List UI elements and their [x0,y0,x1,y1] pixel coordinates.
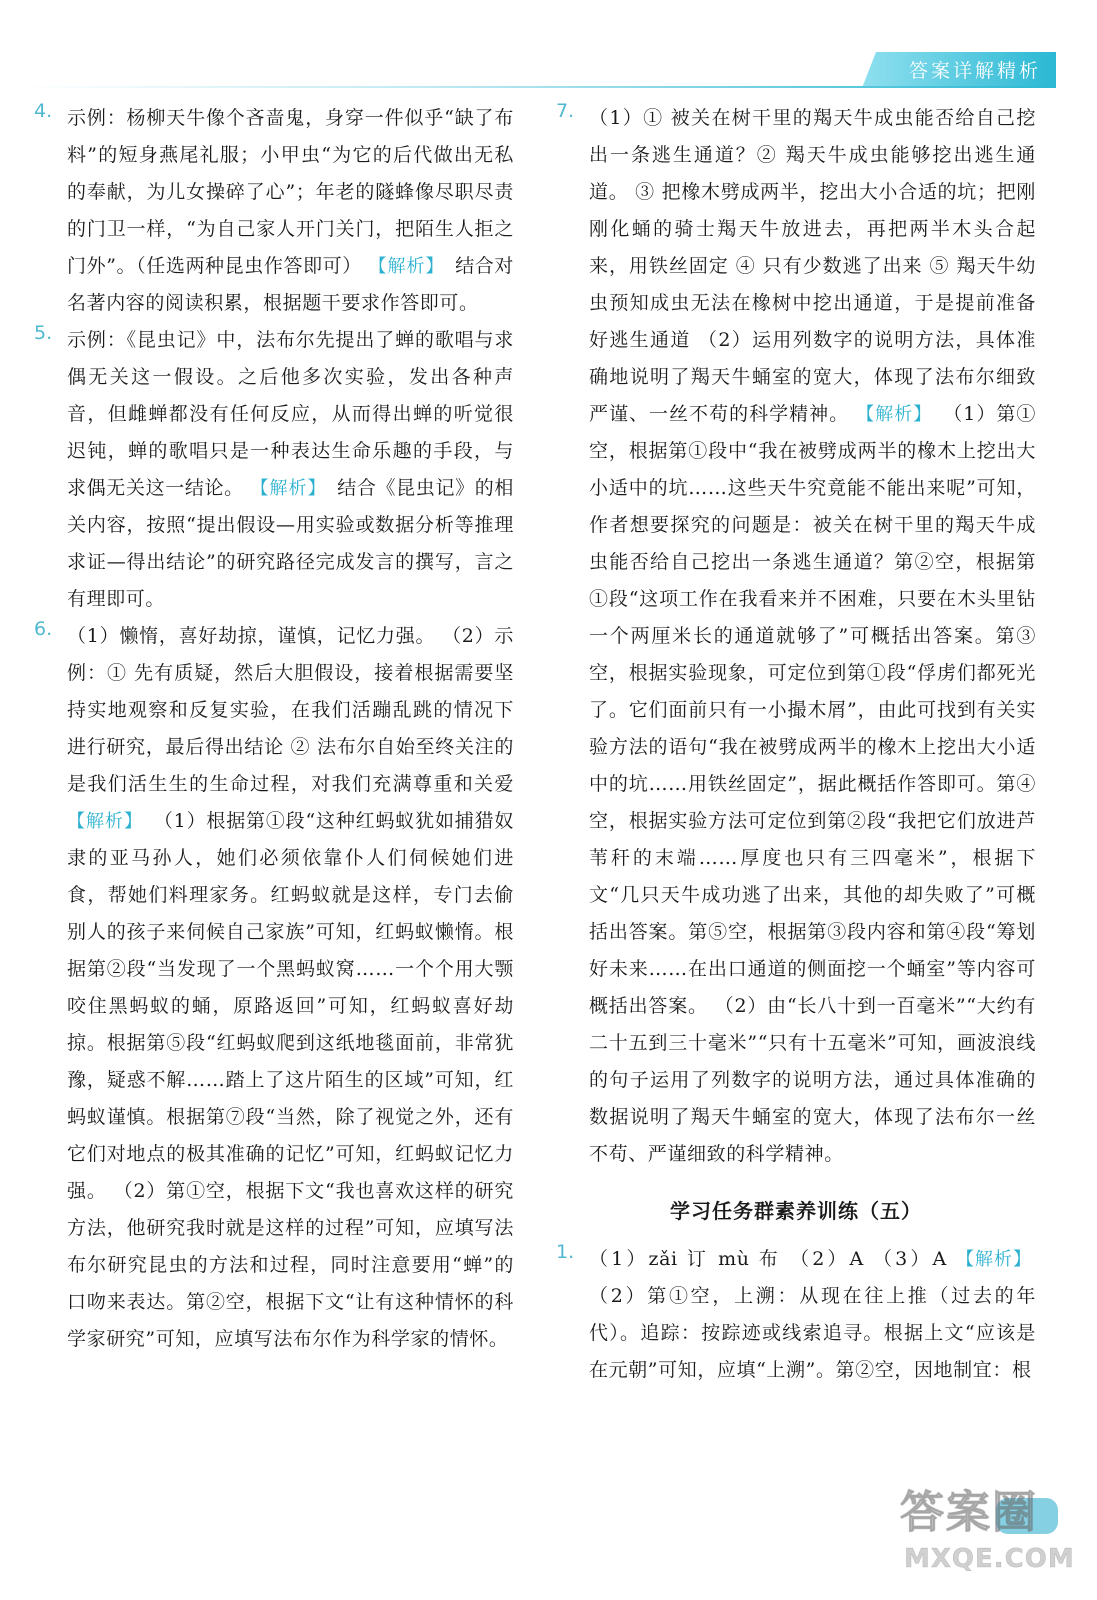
answer-body: （1）懒惰，喜好劫掠，谨慎，记忆力强。 （2）示例：① 先有质疑，然后大胆假设，接着根据需要坚持实地观察和反复实验，在我们活蹦乱跳的情况下进行研究，最后得出结论 ② 法布尔自始至终关注的是我们活生生的生命过程，对我们充满尊重和关爱 [67,625,514,795]
answer-text [67,100,514,322]
answer-text [589,1241,1036,1389]
answer-body: 示例：《昆虫记》中，法布尔先提出了蝉的歌唱与求偶无关这一假设。之后他多次实验，发出各种声音，但雌蝉都没有任何反应，从而得出蝉的听觉很迟钝，蝉的歌唱只是一种表达生命乐趣的手段，与求偶无关这一结论。 [67,329,514,499]
answer-body: 示例：杨柳天牛像个吝啬鬼，身穿一件似乎“缺了布料”的短身燕尾礼服；小甲虫“为它的后代做出无私的奉献，为儿女操碎了心”；年老的隧蜂像尽职尽责的门卫一样，“为自己家人开门关门，把陌生人拒之门外”。（任选两种昆虫作答即可） [67,107,514,277]
question-number: 1. [556,1241,575,1263]
answer-item-1 [556,1241,1036,1389]
right-column [556,100,1036,1389]
left-column [34,100,514,1358]
header-divider [20,86,1056,88]
analysis-label: 【解析】 [368,256,445,277]
watermark-logo-text: 答案圈 [900,1487,1038,1538]
header-title: 答案详解精析 [908,60,1041,82]
answer-text [67,322,514,618]
answer-item-4 [34,100,514,322]
analysis-text: （1）根据第①段“这种红蚂蚁犹如捕猎奴隶的亚马孙人，她们必须依靠仆人们伺候她们进食，帮她们料理家务。红蚂蚁就是这样，专门去偷别人的孩子来伺候自己家族”可知，红蚂蚁懒惰。根据第②段“当发现了一个黑蚂蚁窝……一个个用大颚咬住黑蚂蚁的蛹，原路返回”可知，红蚂蚁喜好劫掠。根据第⑤段“红蚂蚁爬到这纸地毯面前，非常犹豫，疑惑不解……踏上了这片陌生的区域”可知，红蚂蚁谨慎。根据第⑦段“当然，除了视觉之外，还有它们对地点的极其准确的记忆”可知，红蚂蚁记忆力强。 （2）第①空，根据下文“我也喜欢这样的研究方法，他研究我时就是这样的过程”可知，应填写法布尔研究昆虫的方法和过程，同时注意要用“蝉”的口吻来表达。第②空，根据下文“让有这种情怀的科学家研究”可知，应填写法布尔作为科学家的情怀。 [67,810,514,1350]
answer-body: （1）① 被关在树干里的羯天牛成虫能否给自己挖出一条逃生通道？② 羯天牛成虫能够挖出逃生通道。 ③ 把橡木劈成两半，挖出大小合适的坑；把刚刚化蛹的骑士羯天牛放进去，再把两半木头合起来，用铁丝固定 ④ 只有少数逃了出来 ⑤ 羯天牛幼虫预知成虫无法在橡树中挖出通道，于是提前准备好逃生通道 （2）运用列数字的说明方法，具体准确地说明了羯天牛蛹室的宽大，体现了法布尔细致严谨、一丝不苟的科学精神。 [589,107,1036,425]
answer-body: （1）zǎi 订 mù 布 （2）A （3）A [589,1248,947,1270]
analysis-text: 结合《昆虫记》的相关内容，按照“提出假设—用实验或数据分析等推理求证—得出结论”的研究路径完成发言的撰写，言之有理即可。 [67,477,515,610]
question-number: 6. [34,618,53,640]
section-title: 学习任务群素养训练（五） [670,1199,922,1223]
analysis-text: （1）第①空，根据第①段中“我在被劈成两半的橡木上挖出大小适中的坑……这些天牛究竟能不能出来呢”可知，作者想要探究的问题是：被关在树干里的羯天牛成虫能否给自己挖出一条逃生通道？第②空，根据第①段“这项工作在我看来并不困难，只要在木头里钻一个两厘米长的通道就够了”可概括出答案。第③空，根据实验现象，可定位到第①段“俘虏们都死光了。它们面前只有一小撮木屑”，由此可找到有关实验方法的语句“我在被劈成两半的橡木上挖出大小适中的坑……用铁丝固定”，据此概括作答即可。第④空，根据实验方法可定位到第②段“我把它们放进芦苇秆的末端……厚度也只有三四毫米”，根据下文“几只天牛成功逃了出来，其他的却失败了”可概括出答案。第⑤空，根据第③段内容和第④段“筹划好未来……在出口通道的侧面挖一个蛹室”等内容可概括出答案。 （2）由“长八十到一百毫米”“大约有二十五到三十毫米”“只有十五毫米”可知，画波浪线的句子运用了列数字的说明方法，通过具体准确的数据说明了羯天牛蛹室的宽大，体现了法布尔一丝不苟、严谨细致的科学精神。 [589,403,1037,1165]
analysis-text: （2）第①空，上溯：从现在往上推（过去的年代）。追踪：按踪迹或线索追寻。根据上文“应该是在元朝”可知，应填“上溯”。第②空，因地制宜：根 [589,1285,1036,1381]
answer-item-5 [34,322,514,618]
answer-text [67,618,514,1358]
answer-item-6 [34,618,514,1358]
watermark-logo [900,1482,1075,1582]
question-number: 5. [34,322,53,344]
answer-text [589,100,1036,1173]
question-number: 4. [34,100,53,122]
question-number: 7. [556,100,575,122]
analysis-label: 【解析】 [956,1249,1033,1270]
analysis-label: 【解析】 [250,478,327,499]
analysis-label: 【解析】 [856,404,933,425]
answer-item-7 [556,100,1036,1173]
analysis-text: 结合对名著内容的阅读积累，根据题干要求作答即可。 [67,255,515,314]
watermark-domain: MXQE.COM [904,1544,1075,1574]
analysis-label: 【解析】 [67,811,143,832]
